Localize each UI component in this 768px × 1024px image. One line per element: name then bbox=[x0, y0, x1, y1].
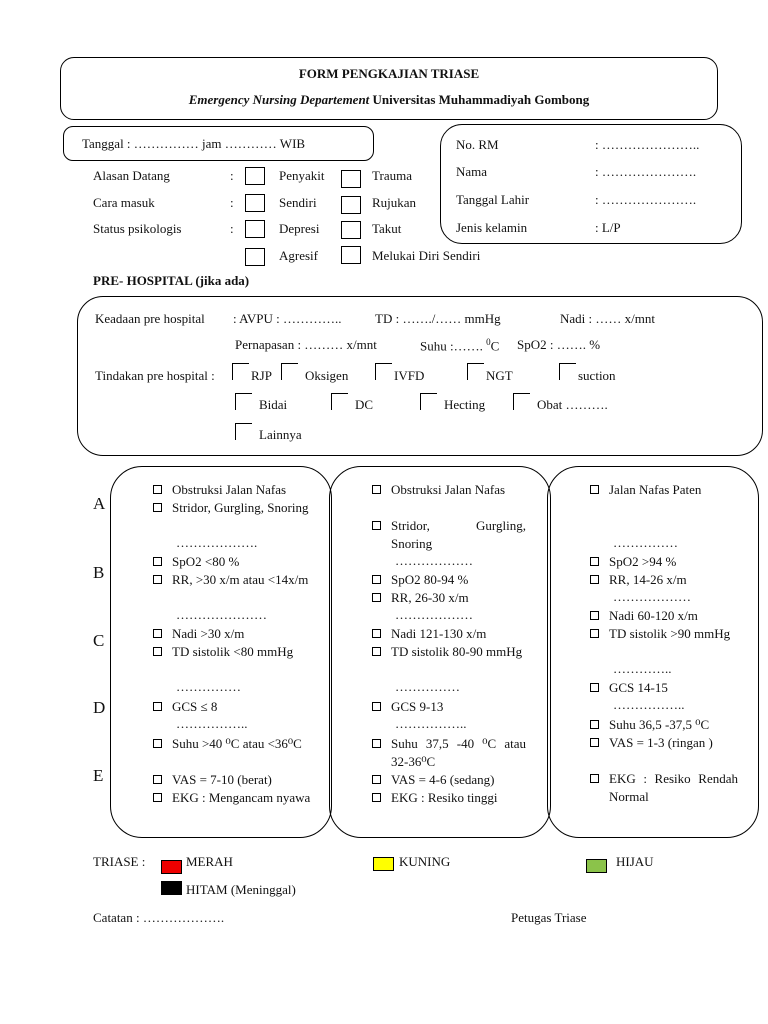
red-dots: …………… bbox=[176, 679, 241, 694]
yellow-criterion[interactable]: GCS 9-13 bbox=[372, 698, 526, 716]
green-criterion[interactable]: RR, 14-26 x/m bbox=[590, 571, 738, 589]
form-title: FORM PENGKAJIAN TRIASE bbox=[298, 66, 480, 81]
oksigen-checkbox[interactable] bbox=[281, 363, 298, 380]
green-dots: …………… bbox=[613, 535, 678, 550]
date-box bbox=[63, 126, 374, 161]
red-criterion[interactable]: GCS ≤ 8 bbox=[153, 698, 329, 716]
criterion-checkbox[interactable] bbox=[590, 720, 599, 729]
dc-label: DC bbox=[355, 397, 374, 412]
hitam-color-box[interactable] bbox=[161, 881, 182, 895]
agresif-label: Agresif bbox=[279, 248, 318, 263]
rjp-label: RJP bbox=[251, 368, 272, 383]
criterion-checkbox[interactable] bbox=[590, 774, 599, 783]
bidai-label: Bidai bbox=[259, 397, 288, 412]
yellow-criterion[interactable]: VAS = 4-6 (sedang) bbox=[372, 771, 526, 789]
suhu-degree: 0 bbox=[486, 337, 491, 347]
yellow-dots: …………… bbox=[395, 679, 460, 694]
red-criterion[interactable]: VAS = 7-10 (berat) bbox=[153, 771, 329, 789]
red-criterion[interactable]: SpO2 <80 % bbox=[153, 553, 329, 571]
red-criterion[interactable]: RR, >30 x/m atau <14x/m bbox=[153, 571, 329, 589]
prehospital-box bbox=[77, 296, 763, 456]
sendiri-checkbox[interactable] bbox=[245, 194, 265, 212]
yellow-criterion[interactable]: Suhu 37,5 -40 ⁰C atau 32-36⁰C bbox=[372, 735, 526, 771]
avpu-field[interactable]: : AVPU : ………….. bbox=[233, 311, 342, 326]
hitam-label: HITAM (Meninggal) bbox=[186, 882, 296, 897]
red-criterion[interactable]: Stridor, Gurgling, Snoring bbox=[153, 499, 329, 517]
red-dots: …………….. bbox=[176, 716, 248, 731]
catatan-field[interactable]: Catatan : ………………. bbox=[93, 910, 225, 925]
trauma-checkbox[interactable] bbox=[341, 170, 361, 188]
bidai-checkbox[interactable] bbox=[235, 393, 252, 410]
suhu-text: Suhu :……. bbox=[420, 338, 487, 354]
green-criterion[interactable]: Jalan Nafas Paten bbox=[590, 481, 738, 499]
patient-value-sex[interactable]: : L/P bbox=[595, 220, 621, 235]
green-criterion[interactable]: GCS 14-15 bbox=[590, 679, 738, 697]
title-box bbox=[60, 57, 718, 120]
ngt-label: NGT bbox=[486, 368, 513, 383]
dc-checkbox[interactable] bbox=[331, 393, 348, 410]
depresi-label: Depresi bbox=[279, 221, 320, 236]
red-dots: ………………. bbox=[176, 535, 258, 550]
criterion-checkbox[interactable] bbox=[590, 575, 599, 584]
yellow-criterion[interactable]: Nadi 121-130 x/m bbox=[372, 625, 526, 643]
yellow-criterion[interactable]: EKG : Resiko tinggi bbox=[372, 789, 526, 807]
penyakit-label: Penyakit bbox=[279, 168, 325, 183]
melukai-label: Melukai Diri Sendiri bbox=[372, 248, 481, 263]
criterion-checkbox[interactable] bbox=[372, 485, 381, 494]
row-letter-e: E bbox=[93, 766, 104, 785]
green-criterion[interactable]: Suhu 36,5 -37,5 ⁰C bbox=[590, 716, 738, 734]
agresif-checkbox[interactable] bbox=[245, 248, 265, 266]
row-letter-a: A bbox=[93, 494, 106, 513]
hijau-color-box[interactable] bbox=[586, 859, 607, 873]
row-letter-b: B bbox=[93, 563, 105, 582]
criterion-checkbox[interactable] bbox=[372, 739, 381, 748]
criterion-checkbox[interactable] bbox=[153, 647, 162, 656]
yellow-dots: ……………… bbox=[395, 607, 473, 622]
tindakan-label: Tindakan pre hospital : bbox=[95, 368, 215, 383]
melukai-checkbox[interactable] bbox=[341, 246, 361, 264]
criterion-checkbox[interactable] bbox=[153, 503, 162, 512]
date-field[interactable]: Tanggal : …………… jam ………… WIB bbox=[82, 136, 306, 151]
subtitle-department: Emergency Nursing Departement bbox=[188, 92, 370, 107]
kuning-color-box[interactable] bbox=[373, 857, 394, 871]
prehospital-heading: PRE- HOSPITAL (jika ada) bbox=[93, 273, 250, 288]
spo2-field[interactable]: SpO2 : ……. % bbox=[517, 337, 601, 352]
criterion-checkbox[interactable] bbox=[372, 647, 381, 656]
hecting-label: Hecting bbox=[444, 397, 486, 412]
cara-label: Cara masuk bbox=[93, 195, 155, 210]
criterion-checkbox[interactable] bbox=[372, 793, 381, 802]
criterion-checkbox[interactable] bbox=[153, 485, 162, 494]
cara-colon: : bbox=[230, 195, 234, 210]
suhu-field[interactable] bbox=[420, 337, 499, 354]
criterion-checkbox[interactable] bbox=[372, 575, 381, 584]
red-criterion[interactable]: TD sistolik <80 mmHg bbox=[153, 643, 329, 661]
criterion-checkbox[interactable] bbox=[153, 739, 162, 748]
patient-value-rm[interactable]: : ………………….. bbox=[595, 137, 700, 152]
alasan-label: Alasan Datang bbox=[93, 168, 170, 183]
ivfd-label: IVFD bbox=[394, 368, 425, 383]
ivfd-checkbox[interactable] bbox=[375, 363, 392, 380]
yellow-dots: …………….. bbox=[395, 716, 467, 731]
criterion-checkbox[interactable] bbox=[372, 702, 381, 711]
red-criterion[interactable]: Nadi >30 x/m bbox=[153, 625, 329, 643]
green-criterion[interactable]: VAS = 1-3 (ringan ) bbox=[590, 734, 738, 752]
green-dots: ……………… bbox=[613, 589, 691, 604]
td-field[interactable]: TD : ……./…… mmHg bbox=[375, 311, 501, 326]
criterion-checkbox[interactable] bbox=[590, 485, 599, 494]
green-dots: …………….. bbox=[613, 697, 685, 712]
merah-color-box[interactable] bbox=[161, 860, 182, 874]
row-letter-d: D bbox=[93, 698, 106, 717]
patient-value-dob[interactable]: : …………………. bbox=[595, 192, 697, 207]
yellow-criterion[interactable]: Stridor, Gurgling, Snoring bbox=[372, 517, 526, 553]
rjp-checkbox[interactable] bbox=[232, 363, 249, 380]
red-dots: ………………… bbox=[176, 607, 267, 622]
status-colon: : bbox=[230, 221, 234, 236]
criterion-checkbox[interactable] bbox=[153, 557, 162, 566]
oksigen-label: Oksigen bbox=[305, 368, 349, 383]
keadaan-label: Keadaan pre hospital bbox=[95, 311, 205, 326]
yellow-criterion[interactable]: RR, 26-30 x/m bbox=[372, 589, 526, 607]
sendiri-label: Sendiri bbox=[279, 195, 317, 210]
patient-label-nama: Nama bbox=[456, 164, 488, 179]
ngt-checkbox[interactable] bbox=[467, 363, 484, 380]
merah-label: MERAH bbox=[186, 854, 233, 869]
lainnya-checkbox[interactable] bbox=[235, 423, 252, 440]
nadi-field[interactable]: Nadi : …… x/mnt bbox=[560, 311, 655, 326]
criterion-checkbox[interactable] bbox=[590, 738, 599, 747]
green-criterion[interactable]: SpO2 >94 % bbox=[590, 553, 738, 571]
criterion-checkbox[interactable] bbox=[153, 575, 162, 584]
yellow-criterion[interactable]: SpO2 80-94 % bbox=[372, 571, 526, 589]
patient-value-nama[interactable]: : …………………. bbox=[595, 164, 697, 179]
petugas-label: Petugas Triase bbox=[511, 910, 587, 925]
rujukan-label: Rujukan bbox=[372, 195, 417, 210]
green-criterion[interactable]: EKG : Resiko Rendah Normal bbox=[590, 770, 738, 806]
criterion-checkbox[interactable] bbox=[372, 521, 381, 530]
suction-label: suction bbox=[578, 368, 616, 383]
criterion-checkbox[interactable] bbox=[153, 702, 162, 711]
kuning-label: KUNING bbox=[399, 854, 451, 869]
yellow-dots: ……………… bbox=[395, 553, 473, 568]
criterion-checkbox[interactable] bbox=[153, 629, 162, 638]
patient-box bbox=[440, 124, 742, 244]
criterion-checkbox[interactable] bbox=[153, 775, 162, 784]
takut-label: Takut bbox=[372, 221, 402, 236]
criterion-checkbox[interactable] bbox=[153, 793, 162, 802]
rujukan-checkbox[interactable] bbox=[341, 196, 361, 214]
green-criterion[interactable]: TD sistolik >90 mmHg bbox=[590, 625, 738, 643]
yellow-criterion[interactable]: TD sistolik 80-90 mmHg bbox=[372, 643, 526, 661]
hijau-label: HIJAU bbox=[616, 854, 654, 869]
green-criterion[interactable]: Nadi 60-120 x/m bbox=[590, 607, 738, 625]
criterion-checkbox[interactable] bbox=[590, 611, 599, 620]
patient-label-rm: No. RM bbox=[456, 137, 499, 152]
penyakit-checkbox[interactable] bbox=[245, 167, 265, 185]
green-dots: ………….. bbox=[613, 661, 672, 676]
obat-checkbox[interactable] bbox=[513, 393, 530, 410]
subtitle-university: Universitas Muhammadiyah Gombong bbox=[372, 92, 590, 107]
criterion-checkbox[interactable] bbox=[590, 629, 599, 638]
suhu-unit: C bbox=[490, 338, 500, 354]
status-label: Status psikologis bbox=[93, 221, 182, 236]
criterion-checkbox[interactable] bbox=[372, 629, 381, 638]
suction-checkbox[interactable] bbox=[559, 363, 576, 380]
criterion-checkbox[interactable] bbox=[590, 683, 599, 692]
red-criterion[interactable]: Obstruksi Jalan Nafas bbox=[153, 481, 329, 499]
criterion-checkbox[interactable] bbox=[590, 557, 599, 566]
criterion-checkbox[interactable] bbox=[372, 593, 381, 602]
row-letter-c: C bbox=[93, 631, 105, 650]
form-subtitle bbox=[61, 92, 717, 108]
pernapasan-field[interactable]: Pernapasan : ……… x/mnt bbox=[235, 337, 377, 352]
criterion-checkbox[interactable] bbox=[372, 775, 381, 784]
triase-label: TRIASE : bbox=[93, 854, 146, 869]
depresi-checkbox[interactable] bbox=[245, 220, 265, 238]
obat-label: Obat ………. bbox=[537, 397, 608, 412]
patient-label-dob: Tanggal Lahir bbox=[456, 192, 530, 207]
red-criterion[interactable]: EKG : Mengancam nyawa bbox=[153, 789, 329, 807]
yellow-criterion[interactable]: Obstruksi Jalan Nafas bbox=[372, 481, 526, 499]
trauma-label: Trauma bbox=[372, 168, 412, 183]
takut-checkbox[interactable] bbox=[341, 221, 361, 239]
lainnya-label: Lainnya bbox=[259, 427, 302, 442]
patient-label-sex: Jenis kelamin bbox=[456, 220, 528, 235]
hecting-checkbox[interactable] bbox=[420, 393, 437, 410]
red-criterion[interactable]: Suhu >40 ⁰C atau <36⁰C bbox=[153, 735, 329, 753]
alasan-colon: : bbox=[230, 168, 234, 183]
